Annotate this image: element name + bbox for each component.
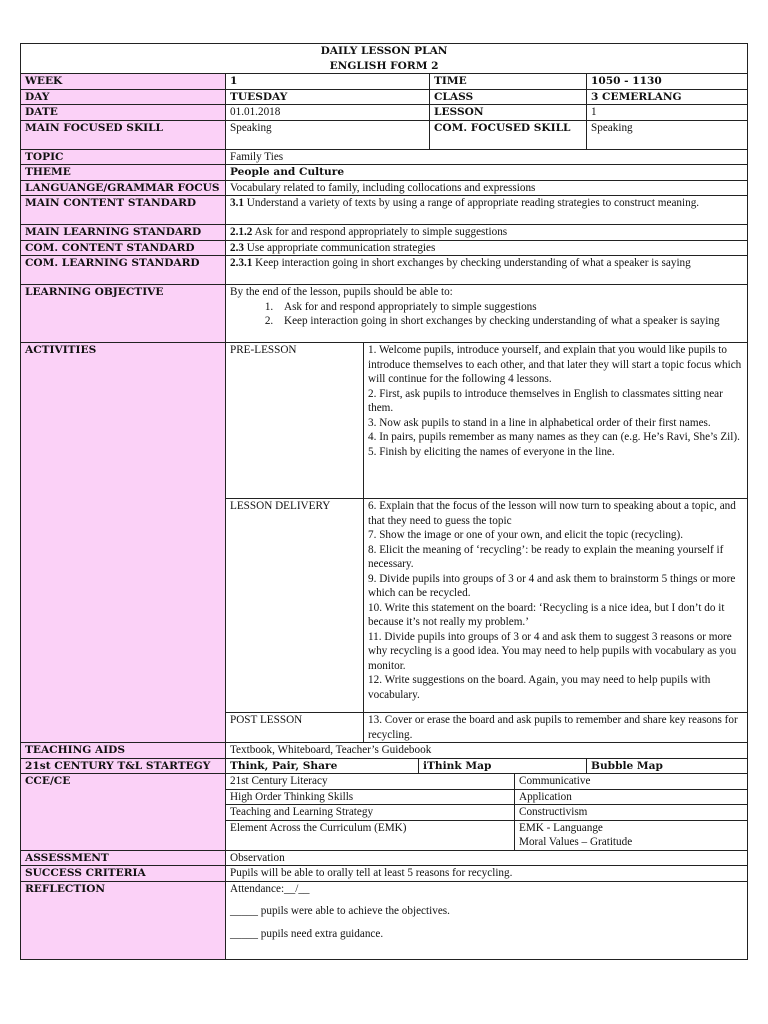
success-label: SUCCESS CRITERIA xyxy=(21,866,226,882)
class-label: CLASS xyxy=(430,89,587,105)
com-learning-label: COM. LEARNING STANDARD xyxy=(21,256,226,285)
objective-row xyxy=(21,285,748,343)
document-title: DAILY LESSON PLAN ENGLISH FORM 2 xyxy=(21,44,748,74)
assessment-label: ASSESSMENT xyxy=(21,850,226,866)
activity-step: 4. In pairs, pupils remember as many names as they can (e.g. He’s Ravi, She’s Zil). xyxy=(368,431,740,443)
attendance-line: Attendance:__/__ xyxy=(230,882,310,895)
lesson-value: 1 xyxy=(587,105,748,121)
grammar-label: LANGUANGE/GRAMMAR FOCUS xyxy=(21,180,226,196)
main-learning-row xyxy=(21,225,748,241)
cce-left: Teaching and Learning Strategy xyxy=(226,805,515,821)
cce-right: Application xyxy=(515,789,748,805)
objective-list xyxy=(230,300,743,329)
com-content-row xyxy=(21,240,748,256)
objective-item: 2. Keep interaction going in short exchanges by checking understanding of what a speaker is saying xyxy=(276,314,743,329)
activity-step: 10. Write this statement on the board: ‘Recycling is a nice idea, but I don’t do it because it’s not really my problem.’ xyxy=(368,601,725,628)
date-value: 01.01.2018 xyxy=(226,105,430,121)
main-content-label: MAIN CONTENT STANDARD xyxy=(21,196,226,225)
com-content-value: 2.3 Use appropriate communication strategies xyxy=(226,240,748,256)
com-learning-row xyxy=(21,256,748,285)
objective-item: 1. Ask for and respond appropriately to simple suggestions xyxy=(276,300,743,315)
teaching-aids-row xyxy=(21,743,748,759)
week-label: WEEK xyxy=(21,74,226,90)
grammar-value: Vocabulary related to family, including collocations and expressions xyxy=(226,180,748,196)
class-value: 3 CEMERLANG xyxy=(587,89,748,105)
reflection-value xyxy=(226,881,748,959)
lesson-plan-document xyxy=(20,43,747,960)
century-strategy-2: iThink Map xyxy=(419,758,587,774)
guidance-line: _____ pupils need extra guidance. xyxy=(230,927,384,940)
objective-label: LEARNING OBJECTIVE xyxy=(21,285,226,343)
pre-lesson-label: PRE-LESSON xyxy=(226,343,364,499)
activity-step: 11. Divide pupils into groups of 3 or 4 and ask them to suggest 3 reasons or more why recycling is a good idea. You may need to help pupils with vocabulary as you monitor. xyxy=(368,630,737,672)
pre-lesson-steps xyxy=(364,343,748,499)
activity-step: 3. Now ask pupils to stand in a line in alphabetical order of their first names. xyxy=(368,416,711,429)
reflection-label: REFLECTION xyxy=(21,881,226,959)
main-skill-label: MAIN FOCUSED SKILL xyxy=(21,120,226,149)
post-lesson-step: 13. Cover or erase the board and ask pupils to remember and share key reasons for recycling. xyxy=(364,713,748,743)
activity-step: 7. Show the image or one of your own, and elicit the topic (recycling). xyxy=(368,529,684,541)
achieved-line: _____ pupils were able to achieve the objectives. xyxy=(230,905,450,917)
lesson-delivery-steps xyxy=(364,499,748,713)
success-row xyxy=(21,866,748,882)
date-row xyxy=(21,105,748,121)
activity-step: 2. First, ask pupils to introduce themselves in English to classmates sitting near them. xyxy=(368,387,723,414)
teaching-aids-label: TEACHING AIDS xyxy=(21,743,226,759)
week-row xyxy=(21,74,748,90)
activity-step: 1. Welcome pupils, introduce yourself, and explain that you would like pupils to introduce themselves to each other, and that later they will start a topic focus which will continue for the following 4 lessons. xyxy=(368,344,742,385)
activity-step: 9. Divide pupils into groups of 3 or 4 and ask them to brainstorm 5 things or more which can be recycled. xyxy=(368,572,736,599)
com-skill-value: Speaking xyxy=(587,120,748,149)
cce-right: Constructivism xyxy=(515,805,748,821)
cce-label: CCE/CE xyxy=(21,774,226,851)
success-value: Pupils will be able to orally tell at least 5 reasons for recycling. xyxy=(226,866,748,882)
century-strategy-1: Think, Pair, Share xyxy=(226,758,419,774)
header-row xyxy=(21,44,748,74)
assessment-value: Observation xyxy=(226,850,748,866)
day-row xyxy=(21,89,748,105)
skill-row xyxy=(21,120,748,149)
main-content-value: 3.1 Understand a variety of texts by using a range of appropriate reading strategies to construct meaning. xyxy=(226,196,748,225)
activity-step: 12. Write suggestions on the board. Again, you may need to help pupils with vocabulary. xyxy=(368,674,711,701)
post-lesson-label: POST LESSON xyxy=(226,713,364,743)
theme-value: People and Culture xyxy=(226,165,748,181)
com-skill-label: COM. FOCUSED SKILL xyxy=(430,120,587,149)
cce-right: EMK - Languange Moral Values – Gratitude xyxy=(515,820,748,850)
date-label: DATE xyxy=(21,105,226,121)
activity-step: 5. Finish by eliciting the names of everyone in the line. xyxy=(368,445,615,458)
teaching-aids-value: Textbook, Whiteboard, Teacher’s Guidebook xyxy=(226,743,748,759)
lesson-delivery-label: LESSON DELIVERY xyxy=(226,499,364,713)
week-value: 1 xyxy=(226,74,430,90)
cce-left: High Order Thinking Skills xyxy=(226,789,515,805)
time-value: 1050 - 1130 xyxy=(587,74,748,90)
century-row xyxy=(21,758,748,774)
reflection-row xyxy=(21,881,748,959)
topic-value: Family Ties xyxy=(226,149,748,165)
theme-label: THEME xyxy=(21,165,226,181)
activity-step: 6. Explain that the focus of the lesson will now turn to speaking about a topic, and that they need to guess the topic xyxy=(368,500,736,527)
cce-row xyxy=(21,774,748,790)
activity-step: 8. Elicit the meaning of ‘recycling’: be ready to explain the meaning yourself if necessary. xyxy=(368,543,724,570)
time-label: TIME xyxy=(430,74,587,90)
assessment-row xyxy=(21,850,748,866)
topic-row xyxy=(21,149,748,165)
com-learning-value: 2.3.1 Keep interaction going in short exchanges by checking understanding of what a speaker is saying xyxy=(226,256,748,285)
century-label: 21st CENTURY T&L STARTEGY xyxy=(21,758,226,774)
main-learning-label: MAIN LEARNING STANDARD xyxy=(21,225,226,241)
activities-label: ACTIVITIES xyxy=(21,343,226,743)
com-content-label: COM. CONTENT STANDARD xyxy=(21,240,226,256)
objective-value xyxy=(226,285,748,343)
cce-left: 21st Century Literacy xyxy=(226,774,515,790)
theme-row xyxy=(21,165,748,181)
main-content-row xyxy=(21,196,748,225)
grammar-row xyxy=(21,180,748,196)
main-skill-value: Speaking xyxy=(226,120,430,149)
lesson-plan-table xyxy=(20,43,748,960)
main-learning-value: 2.1.2 Ask for and respond appropriately to simple suggestions xyxy=(226,225,748,241)
lesson-label: LESSON xyxy=(430,105,587,121)
topic-label: TOPIC xyxy=(21,149,226,165)
pre-lesson-row xyxy=(21,343,748,499)
century-strategy-3: Bubble Map xyxy=(587,758,748,774)
day-label: DAY xyxy=(21,89,226,105)
objective-intro: By the end of the lesson, pupils should be able to: xyxy=(230,286,453,298)
cce-right: Communicative xyxy=(515,774,748,790)
cce-left: Element Across the Curriculum (EMK) xyxy=(226,820,515,850)
day-value: TUESDAY xyxy=(226,89,430,105)
